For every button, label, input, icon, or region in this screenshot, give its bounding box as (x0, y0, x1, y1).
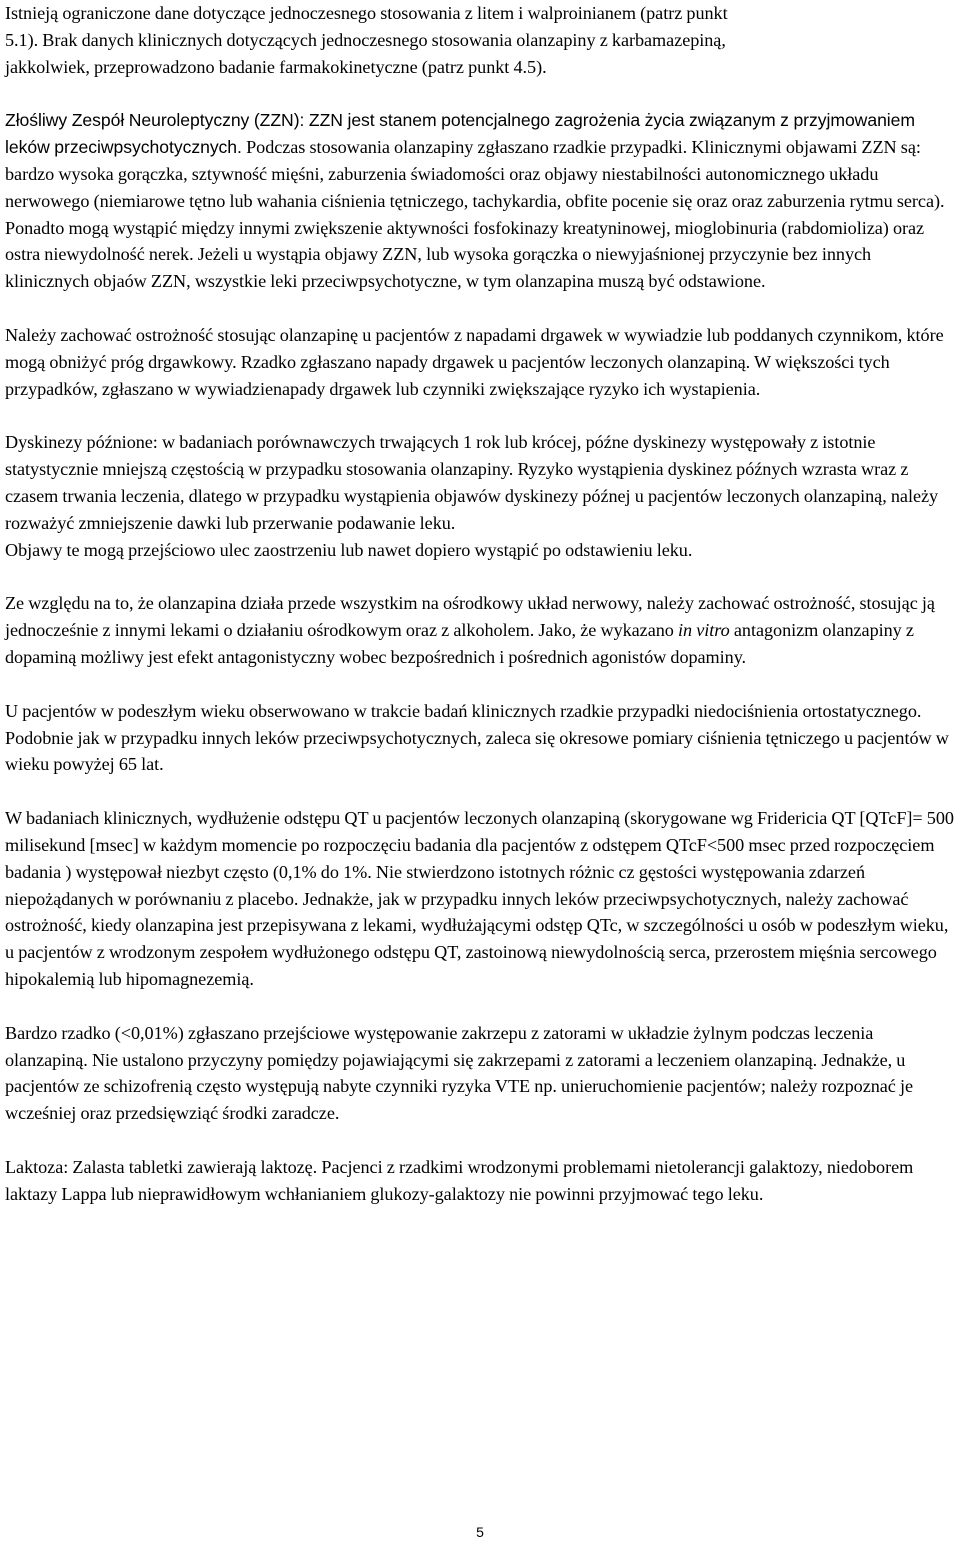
cns-text-b: antagonizm olanzapiny z dopaminą możliwy jest efekt antagonistyczny wobec bezpośrednich i pośrednich agonistów dopaminy. (5, 620, 914, 667)
paragraph-gap (5, 563, 957, 590)
document-page (5, 0, 957, 1207)
dyskinesia-text: Dyskinezy późnione: w badaniach porównawczych trwających 1 rok lub krócej, późne dyskinezy występowały z istotnie statystycznie mniejszą częstością w przypadku stosowania olanzapiny. Ryzyko wystąpienia dyskinez późnych wzrasta wraz z czasem trwania leczenia, dlatego w przypadku wystąpienia objawów dyskinezy późnej u pacjentów leczonych olanzapiną, należy rozważyć zmniejszenie dawki lub przerwanie podawanie leku. (5, 432, 939, 533)
paragraph-qt (5, 805, 957, 993)
cns-italic: in vitro (678, 620, 730, 641)
paragraph-cns (5, 590, 957, 670)
page-number: 5 (476, 1524, 484, 1540)
paragraph-gap (5, 80, 957, 107)
orthostatic-text: U pacjentów w podeszłym wieku obserwowano w trakcie badań klinicznych rzadkie przypadki niedociśnienia ortostatycznego. Podobnie jak w przypadku innych leków przeciwpsychotycznych, zaleca się okresowe pomiary ciśnienia tętniczego u pacjentów w wieku powyżej 65 lat. (5, 700, 949, 775)
cns-text-a: Ze względu na to, że olanzapina działa przede wszystkim na ośrodkowy układ nerwowy, należy zachować ostrożność, stosując ją jednocześnie z innymi lekami o działaniu ośrodkowym oraz z alkoholem. Jako, że wykazano (5, 593, 935, 641)
paragraph-tardive-dyskinesia (5, 429, 957, 563)
paragraph-line: 5.1). Brak danych klinicznych dotyczących jednoczesnego stosowania olanzapiny z karbamazepiną, (5, 29, 726, 50)
paragraph-gap (5, 402, 957, 429)
paragraph-line: jakkolwiek, przeprowadzono badanie farmakokinetyczne (patrz punkt 4.5). (5, 56, 547, 77)
seizures-text: Należy zachować ostrożność stosując olanzapinę u pacjentów z napadami drgawek w wywiadzie lub poddanych czynnikom, które mogą obniżyć próg drgawkowy. Rzadko zgłaszano napady drgawek u pacjentów leczonych olanzapiną. W większości tych przypadków, zgłaszano w wywiadzienapady drgawek lub czynniki zwiększające ryzyko ich wystapienia. (5, 324, 944, 399)
paragraph-gap (5, 295, 957, 322)
paragraph-vte (5, 1020, 957, 1127)
paragraph-gap (5, 1127, 957, 1154)
paragraph-lactose (5, 1154, 957, 1208)
nms-intro: Złośliwy Zespół Neuroleptyczny (ZZN): ZZN jest stanem potencjalnego zagrożenia życia związanym z przyjmowaniem leków przeciwpsychotycznych. (5, 110, 916, 158)
lactose-text: Laktoza: Zalasta tabletki zawierają laktozę. Pacjenci z rzadkimi wrodzonymi problemami nietolerancji galaktozy, niedoborem laktazy Lappa lub nieprawidłowym wchłanianiem glukozy-galaktozy nie powinni przyjmować tego leku. (5, 1156, 914, 1204)
paragraph-seizures (5, 322, 957, 402)
vte-text: Bardzo rzadko (<0,01%) zgłaszano przejściowe występowanie zakrzepu z zatorami w układzie żylnym podczas leczenia olanzapiną. Nie ustalono przyczyny pomiędzy pojawiającymi się zakrzepami z zatorami a leczeniem olanzapiną. Jednakże, u pacjentów ze schizofrenią często występują nabyte czynniki ryzyka VTE np. unieruchomienie pacjentów; należy rozpoznać je wcześniej oraz przedsięwziąć środki zaradcze. (5, 1022, 914, 1124)
qt-text: W badaniach klinicznych, wydłużenie odstępu QT u pacjentów leczonych olanzapiną (skorygowane wg Fridericia QT [QTcF]= 500 milisekund [msec] w każdym momencie po rozpoczęciu badania dla pacjentów z odstępem QTcF<500 msec przed rozpoczęciem badania ) występował niezbyt często (0,1% do 1%. Nie stwierdzono istotnych różnic cz gęstości występowania zdarzeń niepożądanych w porównaniu z placebo. Jednakże, jak w przypadku innych leków przeciwpsychotycznych, należy zachować ostrożność, kiedy olanzapina jest przepisywana z lekami, wydłużającymi odstęp QTc, w szczególności u osób w podeszłym wieku, u pacjentów z wrodzonym zespołem wydłużonego odstępu QT, zastoinową niewydolnością serca, przerostem mięśnia sercowego hipokalemią lub hipomagnezemią. (5, 808, 954, 989)
paragraph-lithium-valproate (5, 0, 957, 80)
paragraph-line: Istnieją ograniczone dane dotyczące jednoczesnego stosowania z litem i walproinianem (patrz punkt (5, 3, 728, 23)
paragraph-gap (5, 993, 957, 1020)
paragraph-gap (5, 671, 957, 698)
dyskinesia-last-line: Objawy te mogą przejściowo ulec zaostrzeniu lub nawet dopiero wystąpić po odstawieniu leku. (5, 539, 693, 560)
paragraph-gap (5, 778, 957, 805)
paragraph-orthostatic (5, 698, 957, 778)
nms-rest: Podczas stosowania olanzapiny zgłaszano rzadkie przypadki. Klinicznymi objawami ZZN są: bardzo wysoka gorączka, sztywność mięśni, zaburzenia świadomości oraz objawy niestabilności autonomicznego układu nerwowego (niemiarowe tętno lub wahania ciśnienia tętniczego, tachykardia, obfite pocenie się oraz oraz zaburzenia rytmu serca). Ponadto mogą wystąpić między innymi zwiększenie aktywności fosfokinazy kreatyninowej, mioglobinuria (rabdomioliza) oraz ostra niewydolność nerek. Jeżeli u wystąpia objawy ZZN, lub wysoka gorączka o niewyjaśnionej przyczynie bez innych klinicznych objaów ZZN, wszystkie leki przeciwpsychotyczne, w tym olanzapina muszą być odstawione. (5, 137, 945, 292)
paragraph-nms (5, 107, 957, 295)
